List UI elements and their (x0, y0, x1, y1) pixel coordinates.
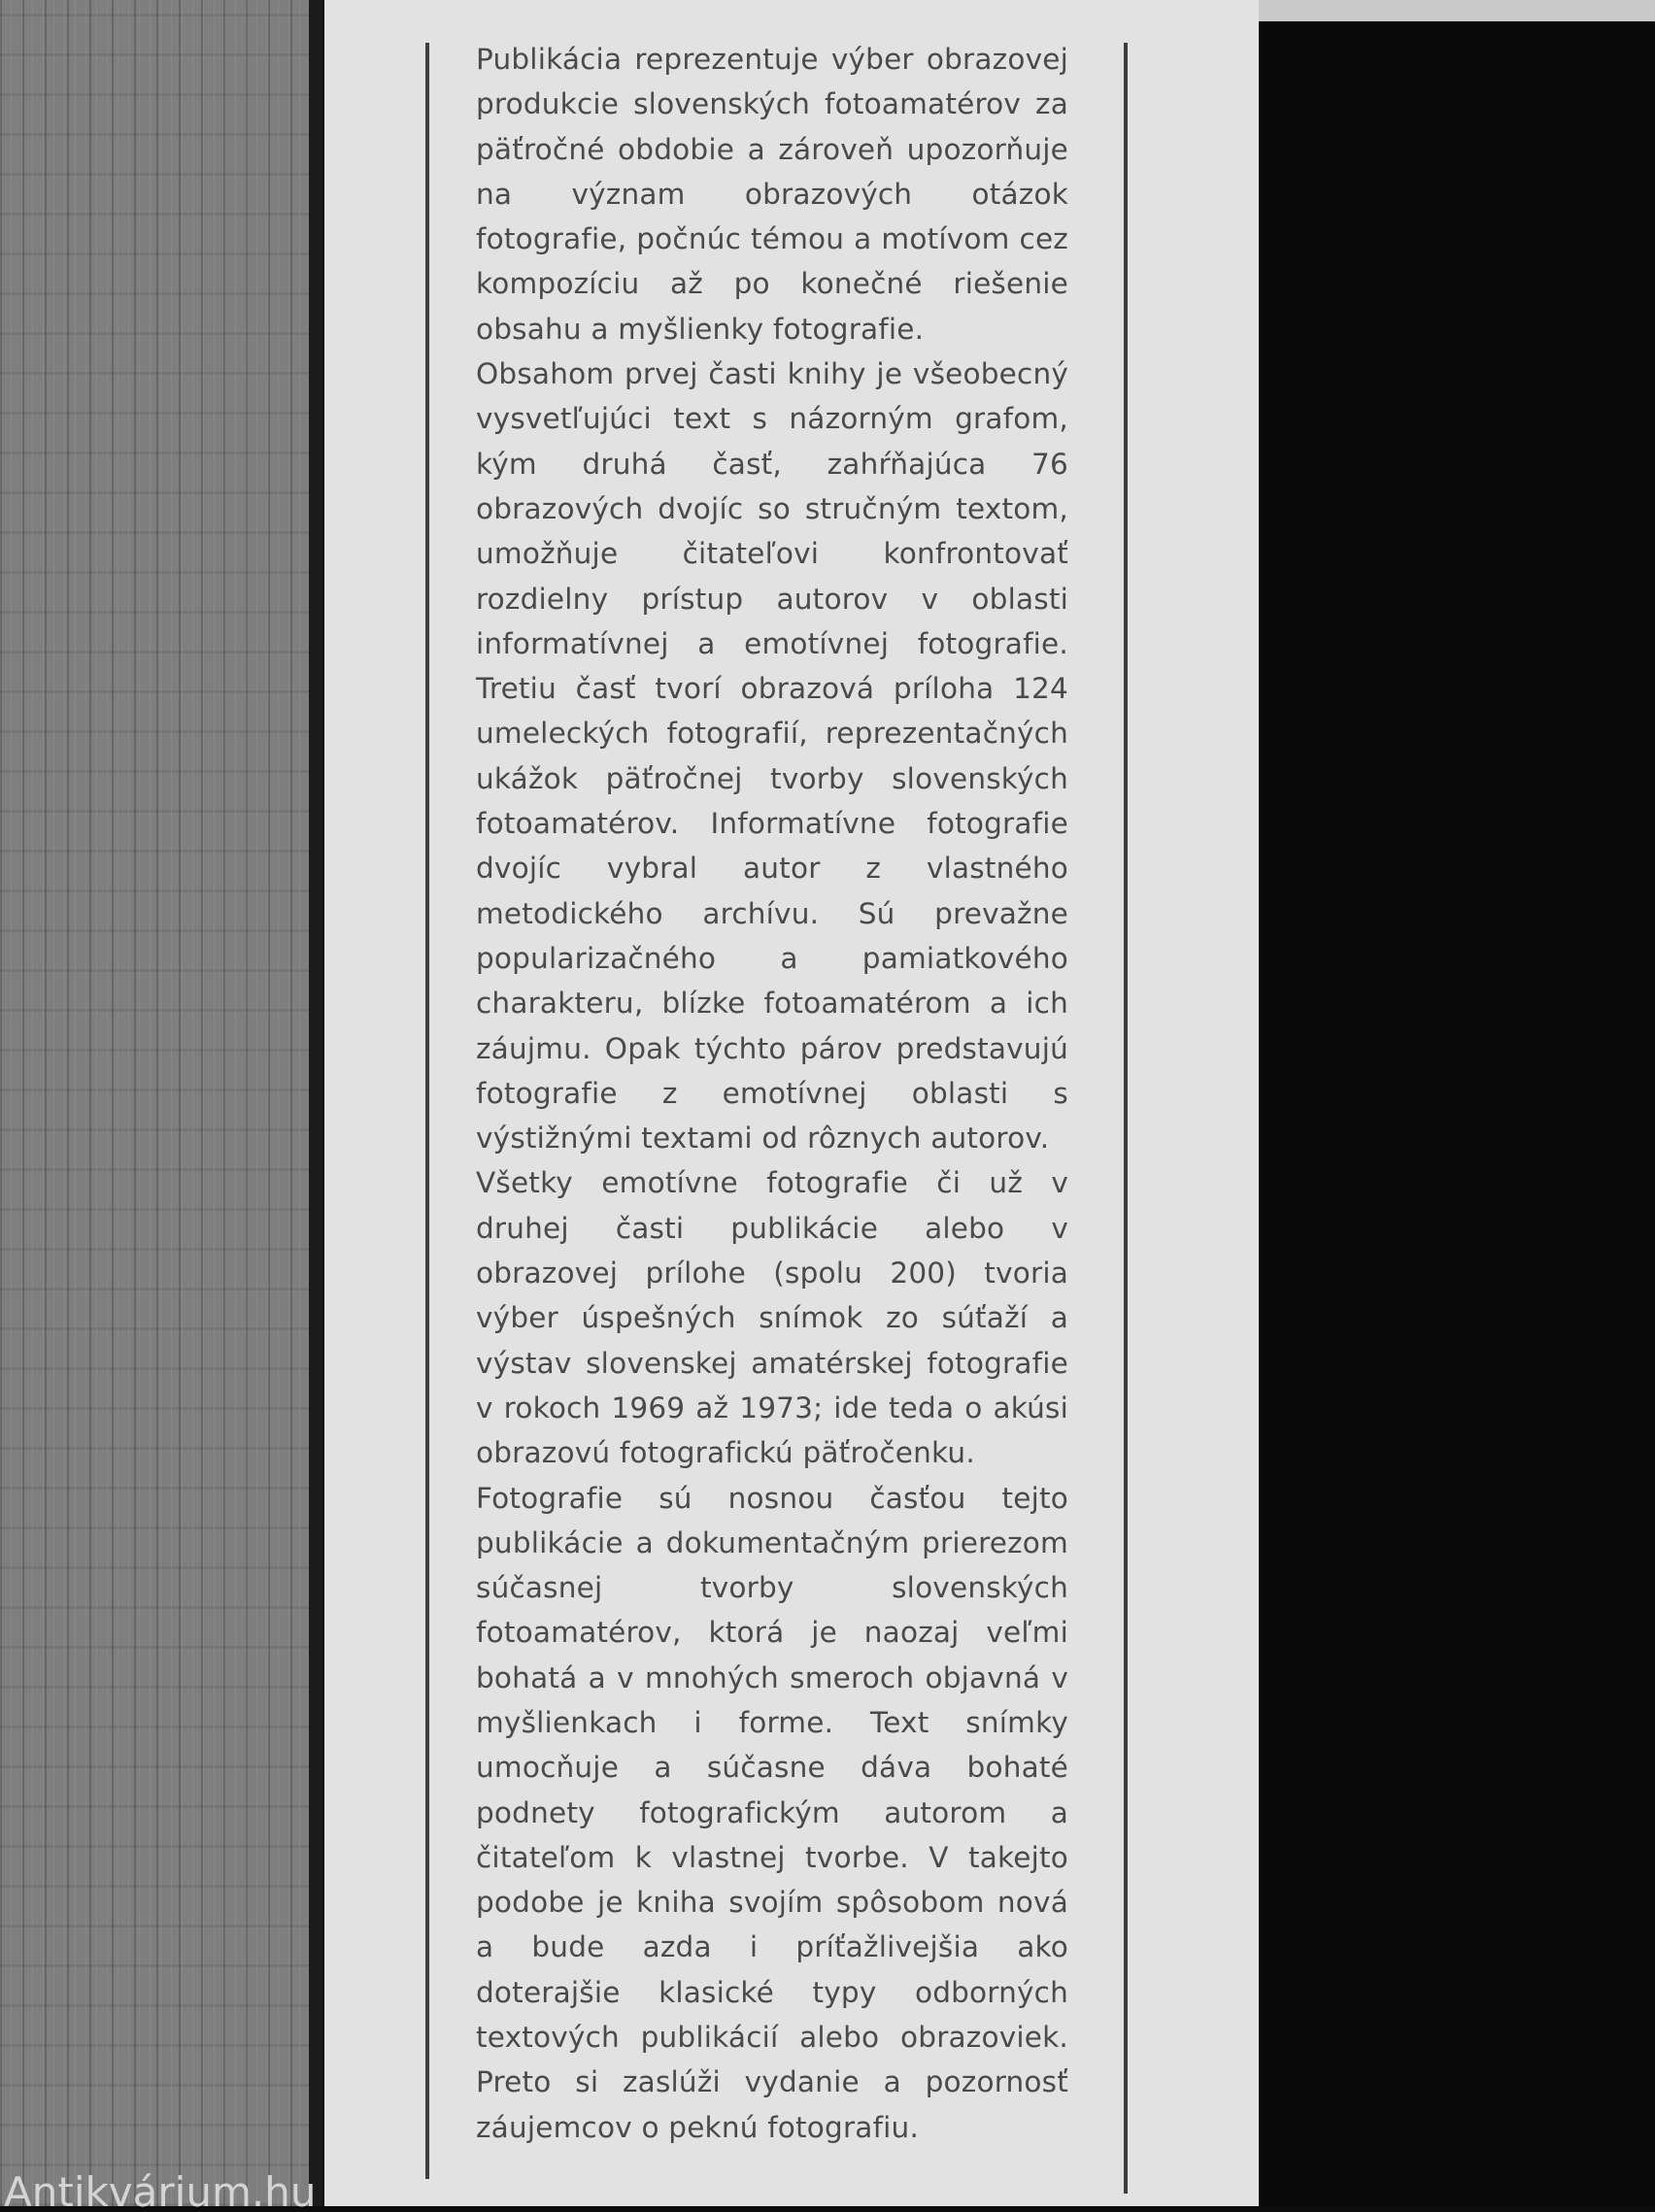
background-strip (1253, 0, 1655, 21)
paragraph-4: Fotografie sú nosnou časťou tejto publikácie a dokumentačným prierezom súčasnej tvorby slovenských fotoamatérov, ktorá je naozaj veľmi bohatá a v mnohých smeroch objavná v myšlienkach i forme. Text snímky umocňuje a súčasne dáva bohaté podnety fotografickým autorom a čitateľom k vlastnej tvorbe. V takejto podobe je kniha svojím spôsobom nová a bude azda i príťažlivejšia ako doterajšie klasické typy odborných textových publikácií alebo obrazoviek. Preto si zaslúži vydanie a pozornosť záujemcov o peknú fotografiu. (476, 1481, 1068, 2144)
watermark-text: Antikvárium.hu (4, 2173, 317, 2212)
paragraph-2: Obsahom prvej časti knihy je všeobecný vysvetľujúci text s názorným grafom, kým druhá časť, zahŕňajúca 76 obrazových dvojíc so stručným textom, umožňuje čitateľovi konfrontovať rozdielny prístup autorov v oblasti informatívnej a emotívnej fotografie. Tretiu časť tvorí obrazová príloha 124 umeleckých fotografií, reprezentačných ukážok päťročnej tvorby slovenských fotoamatérov. Informatívne fotografie dvojíc vybral autor z vlastného metodického archívu. Sú prevažne popularizačného a pamiatkového charakteru, blízke fotoamatérom a ich záujmu. Opak týchto párov predstavujú fotografie z emotívnej oblasti s výstižnými textami od rôznych autorov. (476, 357, 1068, 1156)
book-cover-edge (309, 0, 322, 2206)
dark-background (1259, 0, 1655, 2206)
frame-line-left (425, 43, 429, 2179)
frame-line-right (1124, 43, 1128, 2194)
flap-text (476, 37, 1068, 2154)
paragraph-3: Všetky emotívne fotografie či už v druhej časti publikácie alebo v obrazovej prílohe (spolu 200) tvoria výber úspešných snímok zo súťaží a výstav slovenskej amatérskej fotografie v rokoch 1969 až 1973; ide teda o akúsi obrazovú fotografickú päťročenku. (476, 1166, 1068, 1470)
paragraph-1: Publikácia reprezentuje výber obrazovej produkcie slovenských fotoamatérov za päťročné obdobie a zároveň upozorňuje na význam obrazových otázok fotografie, počnúc témou a motívom cez kompozíciu až po konečné riešenie obsahu a myšlienky fotografie. (476, 43, 1068, 346)
book-cover (0, 0, 321, 2206)
